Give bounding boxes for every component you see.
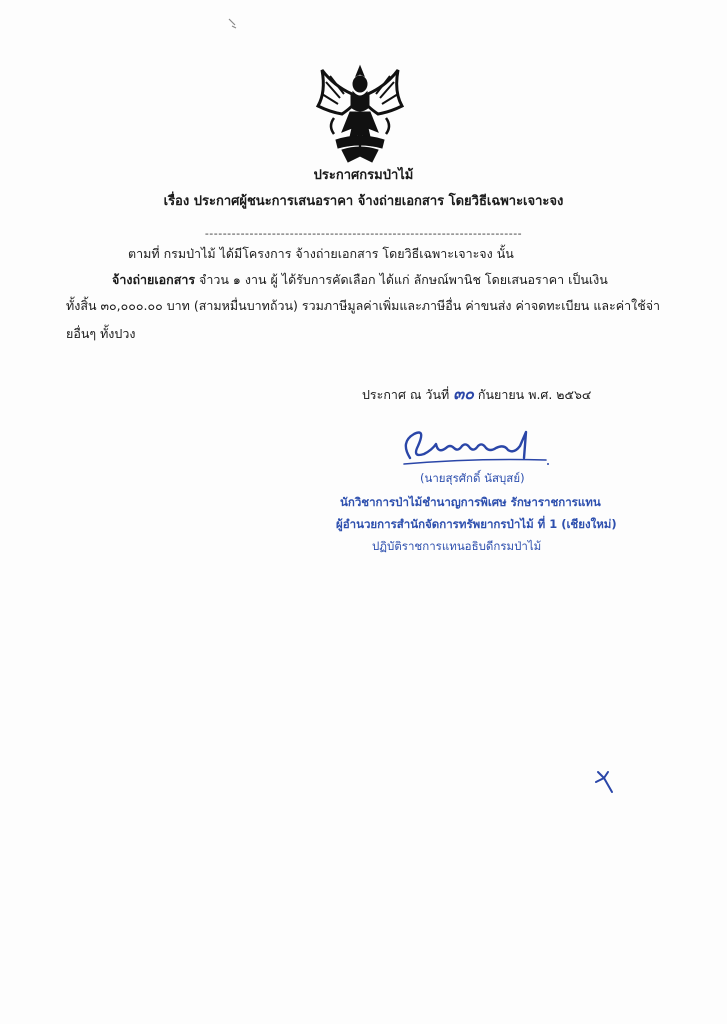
- document-title: ประกาศกรมป่าไม้: [313, 168, 414, 183]
- signer-position-2: ผู้อำนวยการสำนักจัดการทรัพยากรป่าไม้ ที่ 1 (เชียงใหม่): [336, 517, 617, 531]
- announce-date: [362, 386, 591, 403]
- announce-suffix: กันยายน พ.ศ. ๒๕๖๔: [477, 387, 592, 402]
- paragraph-3: ทั้งสิ้น ๓๐,๐๐๐.๐๐ บาท (สามหมื่นบาทถ้วน) รวมภาษีมูลค่าเพิ่มและภาษีอื่น ค่าขนส่ง ค่าจดทะเบียน และค่าใช้จ่า: [66, 298, 661, 313]
- handwritten-signature: [396, 424, 556, 472]
- announce-prefix: ประกาศ ณ วันที่: [362, 387, 450, 402]
- paragraph-4: ยอื่นๆ ทั้งปวง: [66, 326, 136, 341]
- signer-position-3: ปฏิบัติราชการแทนอธิบดีกรมป่าไม้: [372, 539, 542, 553]
- paragraph-2-bold: จ้างถ่ายเอกสาร: [112, 272, 196, 287]
- signer-name: (นายสุรศักดิ์ นัสบุสย์): [420, 471, 525, 485]
- pen-arrow-mark-icon: [592, 764, 618, 794]
- announce-day: ๓๐: [453, 384, 474, 403]
- paragraph-2-rest: จำวน ๑ งาน ผู้ ได้รับการคัดเลือก ได้แก่ ลักษณ์พานิช โดยเสนอราคา เป็นเงิน: [195, 272, 608, 287]
- paragraph-2: [112, 272, 608, 288]
- signer-position-1: นักวิชาการป่าไม้ชำนาญการพิเศษ รักษาราชการแทน: [340, 495, 601, 509]
- document-subject: เรื่อง ประกาศผู้ชนะการเสนอราคา จ้างถ่ายเอกสาร โดยวิธีเฉพาะเจาะจง: [163, 194, 564, 209]
- pen-mark-icon: [226, 16, 240, 32]
- paragraph-1: ตามที่ กรมป่าไม้ ได้มีโครงการ จ้างถ่ายเอกสาร โดยวิธีเฉพาะเจาะจง นั้น: [128, 246, 514, 261]
- garuda-emblem-icon: [312, 62, 408, 166]
- divider-line: -----------------------------------------------------------------------: [204, 227, 523, 240]
